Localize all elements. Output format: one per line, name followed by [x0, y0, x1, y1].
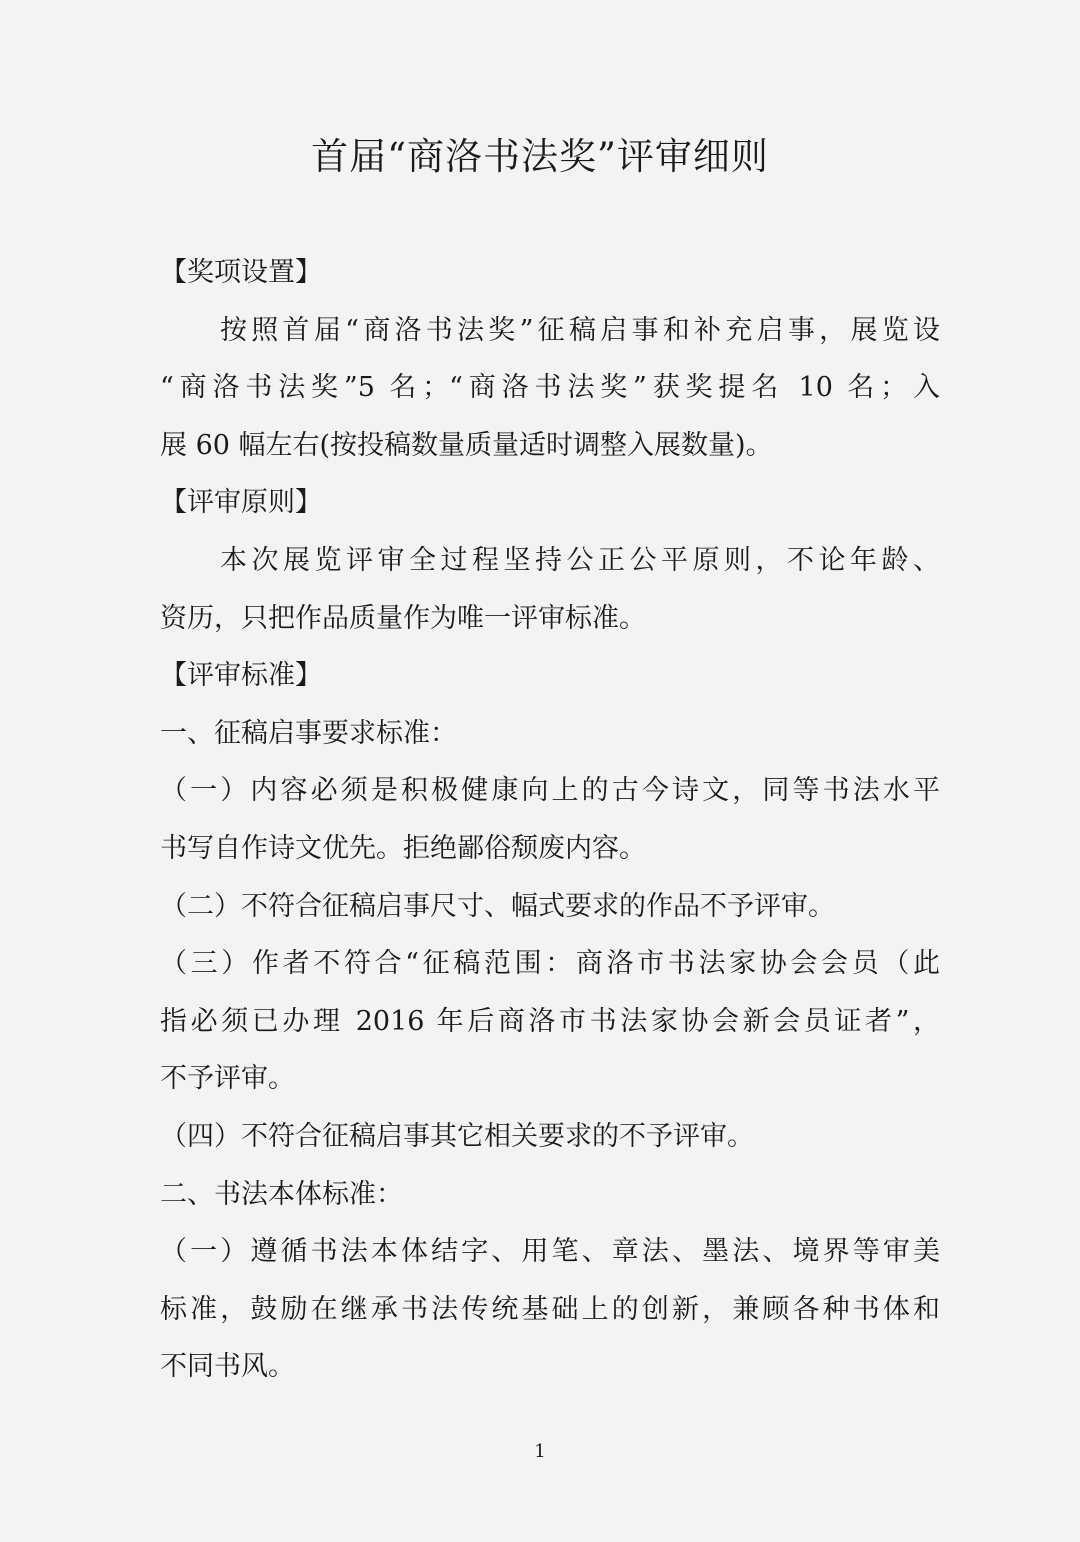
document-title: 首届“商洛书法奖”评审细则 [311, 135, 769, 178]
section-heading-standards: 【评审标准】 [160, 660, 322, 692]
section-heading-awards: 【奖项设置】 [160, 257, 322, 288]
subsection-heading: 二、书法本体标准： [160, 1178, 403, 1210]
list-item-line: 不予评审。 [160, 1063, 295, 1095]
paragraph-line: 按照首届“商洛书法奖”征稿启事和补充启事，展览设 [220, 314, 940, 346]
paragraph-line: 资历，只把作品质量作为唯一评审标准。 [160, 602, 646, 634]
list-item-line: 指必须已办理 2016 年后商洛市书法家协会新会员证者”， [160, 1005, 940, 1037]
list-item-line: （二）不符合征稿启事尺寸、幅式要求的作品不予评审。 [160, 890, 835, 922]
list-item-line: 书写自作诗文优先。拒绝鄙俗颓废内容。 [160, 832, 646, 864]
list-item-line: （一）遵循书法本体结字、用笔、章法、墨法、境界等审美 [160, 1236, 940, 1268]
list-item-line: 标准，鼓励在继承书法传统基础上的创新，兼顾各种书体和 [160, 1293, 940, 1325]
paragraph-line: 展 60 幅左右(按投稿数量质量适时调整入展数量)。 [160, 429, 773, 461]
paragraph-line: 本次展览评审全过程坚持公正公平原则，不论年龄、 [220, 544, 940, 576]
section-heading-principles: 【评审原则】 [160, 487, 322, 519]
subsection-heading: 一、征稿启事要求标准： [160, 717, 457, 749]
page-number: 1 [534, 1441, 546, 1462]
list-item-line: 不同书风。 [160, 1351, 295, 1383]
document-body [160, 244, 940, 1396]
list-item-line: （四）不符合征稿启事其它相关要求的不予评审。 [160, 1120, 754, 1152]
list-item-line: （三）作者不符合“征稿范围：商洛市书法家协会会员（此 [160, 948, 940, 980]
paragraph-line: “商洛书法奖”5 名；“商洛书法奖”获奖提名 10 名；入 [160, 372, 940, 404]
list-item-line: （一）内容必须是积极健康向上的古今诗文，同等书法水平 [160, 775, 940, 807]
